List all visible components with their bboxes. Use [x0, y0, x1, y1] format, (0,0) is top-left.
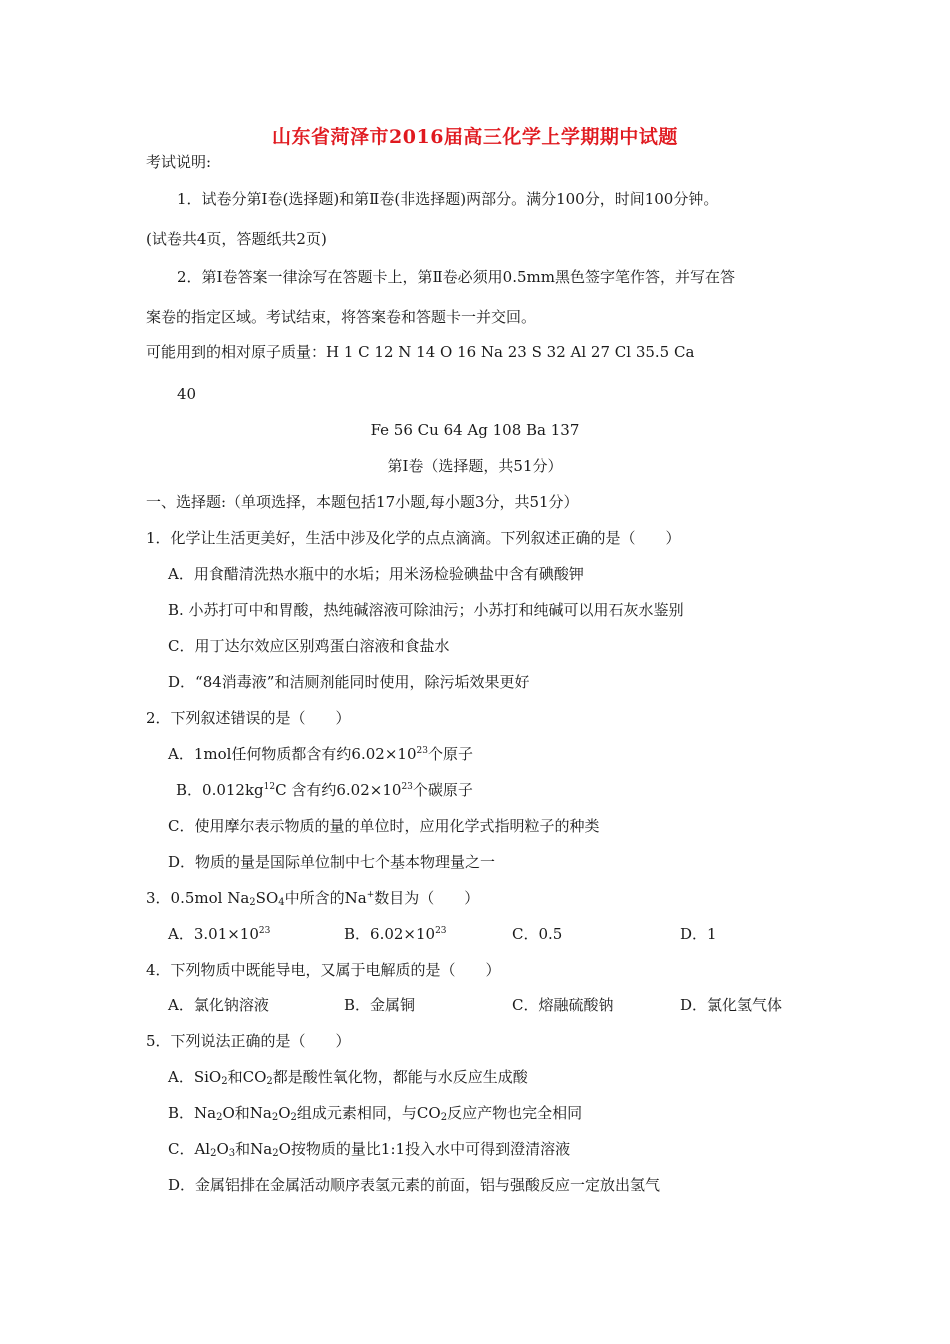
question-2-option-d: D．物质的量是国际单位制中七个基本物理量之一	[168, 853, 496, 871]
instruction-2-continued: 案卷的指定区域。考试结束，将答案卷和答题卡一并交回。	[146, 308, 537, 326]
instruction-2: 2．第Ⅰ卷答案一律涂写在答题卡上，第Ⅱ卷必须用0.5mm黑色签字笔作答，并写在答	[177, 268, 735, 286]
instruction-1-continued: (试卷共4页，答题纸共2页)	[146, 230, 327, 248]
question-2-option-b: B．$0.012kg^{12}C$ 含有约$6.02\times 10^{23}$个碳原子	[176, 781, 473, 799]
question-4-option-c: C．熔融硫酸钠	[512, 996, 614, 1014]
instructions-heading: 考试说明:	[146, 153, 212, 171]
question-3-option-a: A．$3.01\times 10^{23}$	[168, 925, 271, 943]
atomic-masses-line-2: 40	[177, 385, 197, 403]
question-4-stem: 4．下列物质中既能导电，又属于电解质的是（ ）	[146, 961, 501, 979]
question-5-option-c: C．$Al_2O_3$和$Na_2O$按物质的量比1:1投入水中可得到澄清溶液	[168, 1140, 571, 1159]
question-1-option-a: A．用食醋清洗热水瓶中的水垢；用米汤检验碘盐中含有碘酸钾	[168, 565, 584, 583]
question-1-stem: 1．化学让生活更美好，生活中涉及化学的点点滴滴。下列叙述正确的是（ ）	[146, 529, 681, 547]
question-3-stem: 3．0.5mol $Na_2SO_4$中所含的Na+数目为（ ）	[146, 889, 480, 908]
instruction-1: 1．试卷分第Ⅰ卷(选择题)和第Ⅱ卷(非选择题)两部分。满分100分，时间100分钟。	[177, 190, 719, 208]
question-1-option-c: C．用丁达尔效应区别鸡蛋白溶液和食盐水	[168, 637, 450, 655]
question-2-option-c: C．使用摩尔表示物质的量的单位时，应用化学式指明粒子的种类	[168, 817, 600, 835]
atomic-masses-line-1: 可能用到的相对原子质量：H 1 C 12 N 14 O 16 Na 23 S 32 Al 27 Cl 35.5 Ca	[146, 343, 695, 361]
question-3-option-c: C．0.5	[512, 925, 563, 943]
question-1-option-d: D．“84消毒液”和洁厕剂能同时使用，除污垢效果更好	[168, 673, 530, 691]
part-heading: 一、选择题:（单项选择，本题包括17小题,每小题3分，共51分）	[146, 493, 579, 511]
section-title: 第Ⅰ卷（选择题，共51分）	[387, 457, 563, 475]
question-5-option-a: A．SiO$_2$和$CO_2$都是酸性氧化物，都能与水反应生成酸	[168, 1068, 528, 1087]
question-1-option-b: B. 小苏打可中和胃酸，热纯碱溶液可除油污；小苏打和纯碱可以用石灰水鉴别	[168, 601, 684, 619]
question-5-option-d: D．金属铝排在金属活动顺序表氢元素的前面，铝与强酸反应一定放出氢气	[168, 1176, 661, 1194]
question-3-option-d: D．1	[680, 925, 717, 943]
question-4-option-b: B．金属铜	[344, 996, 416, 1014]
question-4-option-d: D．氯化氢气体	[680, 996, 783, 1014]
question-2-stem: 2．下列叙述错误的是（ ）	[146, 709, 351, 727]
question-4-option-a: A．氯化钠溶液	[168, 996, 269, 1014]
question-5-option-b: B．$Na_2O$和$Na_2O_2$组成元素相同，与$CO_2$反应产物也完全相同	[168, 1104, 583, 1123]
page-title: 山东省菏泽市2016届高三化学上学期期中试题	[272, 126, 678, 148]
question-5-stem: 5．下列说法正确的是（ ）	[146, 1032, 351, 1050]
question-3-option-b: B．$6.02\times 10^{23}$	[344, 925, 447, 943]
atomic-masses-line-3: Fe 56 Cu 64 Ag 108 Ba 137	[370, 421, 580, 439]
question-2-option-a: A．1mol任何物质都含有约$6.02\times 10^{23}$个原子	[168, 745, 473, 763]
